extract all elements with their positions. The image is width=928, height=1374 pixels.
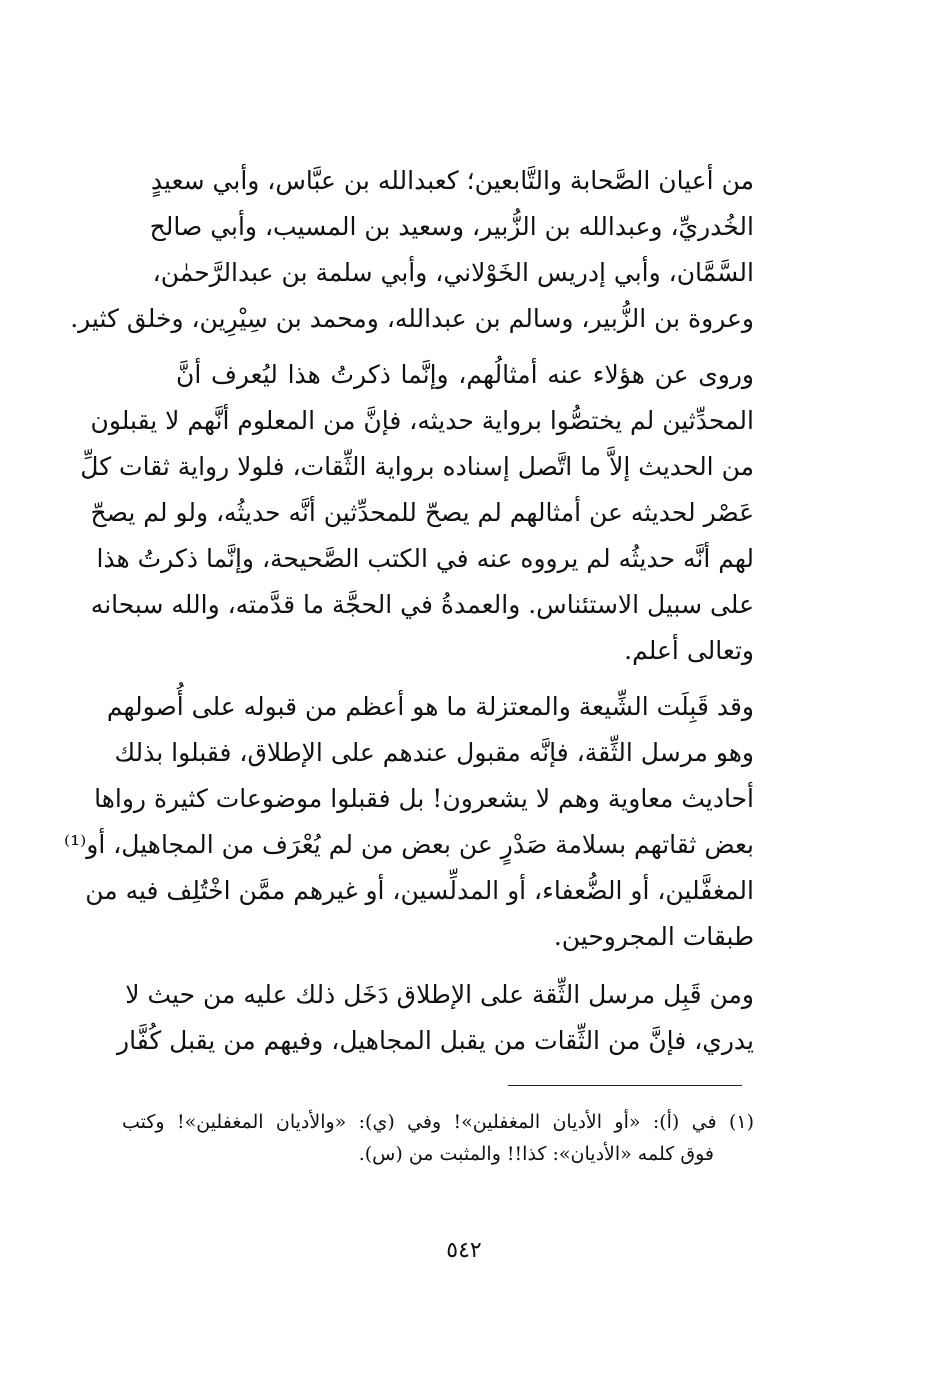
text-line: الخُدريِّ، وعبدالله بن الزُّبير، وسعيد بن المسيب، وأبي صالح [149, 212, 754, 241]
paragraph-3 [63, 684, 754, 960]
text-line: عَصْر لحديثه عن أمثالهم لم يصحّ للمحدِّثين أنَّه حديثُه، ولو لم يصحّ [90, 498, 754, 527]
text-line: وروى عن هؤلاء عنه أمثالُهم، وإنَّما ذكرتُ هذا ليُعرف أنَّ [176, 360, 754, 389]
text-line: لهم أنَّه حديثُه لم يرووه عنه في الكتب الصَّحيحة، وإنَّما ذكرتُ هذا [96, 544, 754, 573]
footnote-line: فوق كلمه «الأديان»: كذا!! والمثبت من (س). [358, 1143, 714, 1165]
text-line: طبقات المجروحين. [553, 922, 754, 951]
text-line: يدري، فإنَّ من الثِّقات من يقبل المجاهيل، وفيهم من يقبل كُفَّار [117, 1026, 754, 1055]
page-number: ٥٤٢ [446, 1238, 482, 1263]
paragraph-2 [80, 352, 754, 674]
text-line: المغفَّلين، أو الضُّعفاء، أو المدلِّسين، أو غيرهم ممَّن اخْتُلِف فيه من [85, 876, 754, 905]
footnote-separator [508, 1085, 742, 1086]
text-line: على سبيل الاستئناس. والعمدةُ في الحجَّة ما قدَّمته، والله سبحانه [90, 590, 754, 619]
text-line: ومن قَبِل مرسل الثِّقة على الإطلاق دَخَل ذلك عليه من حيث لا [125, 980, 754, 1009]
text-line: وهو مرسل الثِّقة، فإنَّه مقبول عندهم على الإطلاق، فقبلوا بذلك [114, 738, 754, 767]
text-line: من أعيان الصَّحابة والتَّابعين؛ كعبدالله بن عبَّاس، وأبي سعيدٍ [150, 166, 754, 195]
footnote-line: (١) في (أ): «أو الأديان المغفلين»! وفي (ي): «والأديان المغفلين»! وكتب [122, 1111, 754, 1133]
text-line: وتعالى أعلم. [624, 636, 754, 665]
text-line: من الحديث إلاَّ ما اتَّصل إسناده برواية الثِّقات، فلولا رواية ثقات كلِّ [80, 452, 754, 481]
paragraph-1 [70, 158, 754, 342]
text-line: السَّمَّان، وأبي إدريس الخَوْلاني، وأبي سلمة بن عبدالرَّحمٰن، [152, 258, 754, 287]
footnote [122, 1106, 754, 1170]
text-line: بعض ثقاتهم بسلامة صَدْرٍ عن بعض من لم يُعْرَف من المجاهيل، أو⁽¹⁾ [63, 830, 754, 859]
paragraph-4 [117, 972, 754, 1064]
text-line: وقد قَبِلَت الشِّيعة والمعتزلة ما هو أعظم من قبوله على أُصولهم [106, 692, 754, 721]
text-line: المحدِّثين لم يختصُّوا برواية حديثه، فإنَّ من المعلوم أنَّهم لا يقبلون [90, 406, 754, 435]
text-line: أحاديث معاوية وهم لا يشعرون! بل فقبلوا موضوعات كثيرة رواها [94, 784, 754, 813]
text-line: وعروة بن الزُّبير، وسالم بن عبدالله، ومحمد بن سِيْرِين، وخلق كثير. [70, 304, 754, 333]
